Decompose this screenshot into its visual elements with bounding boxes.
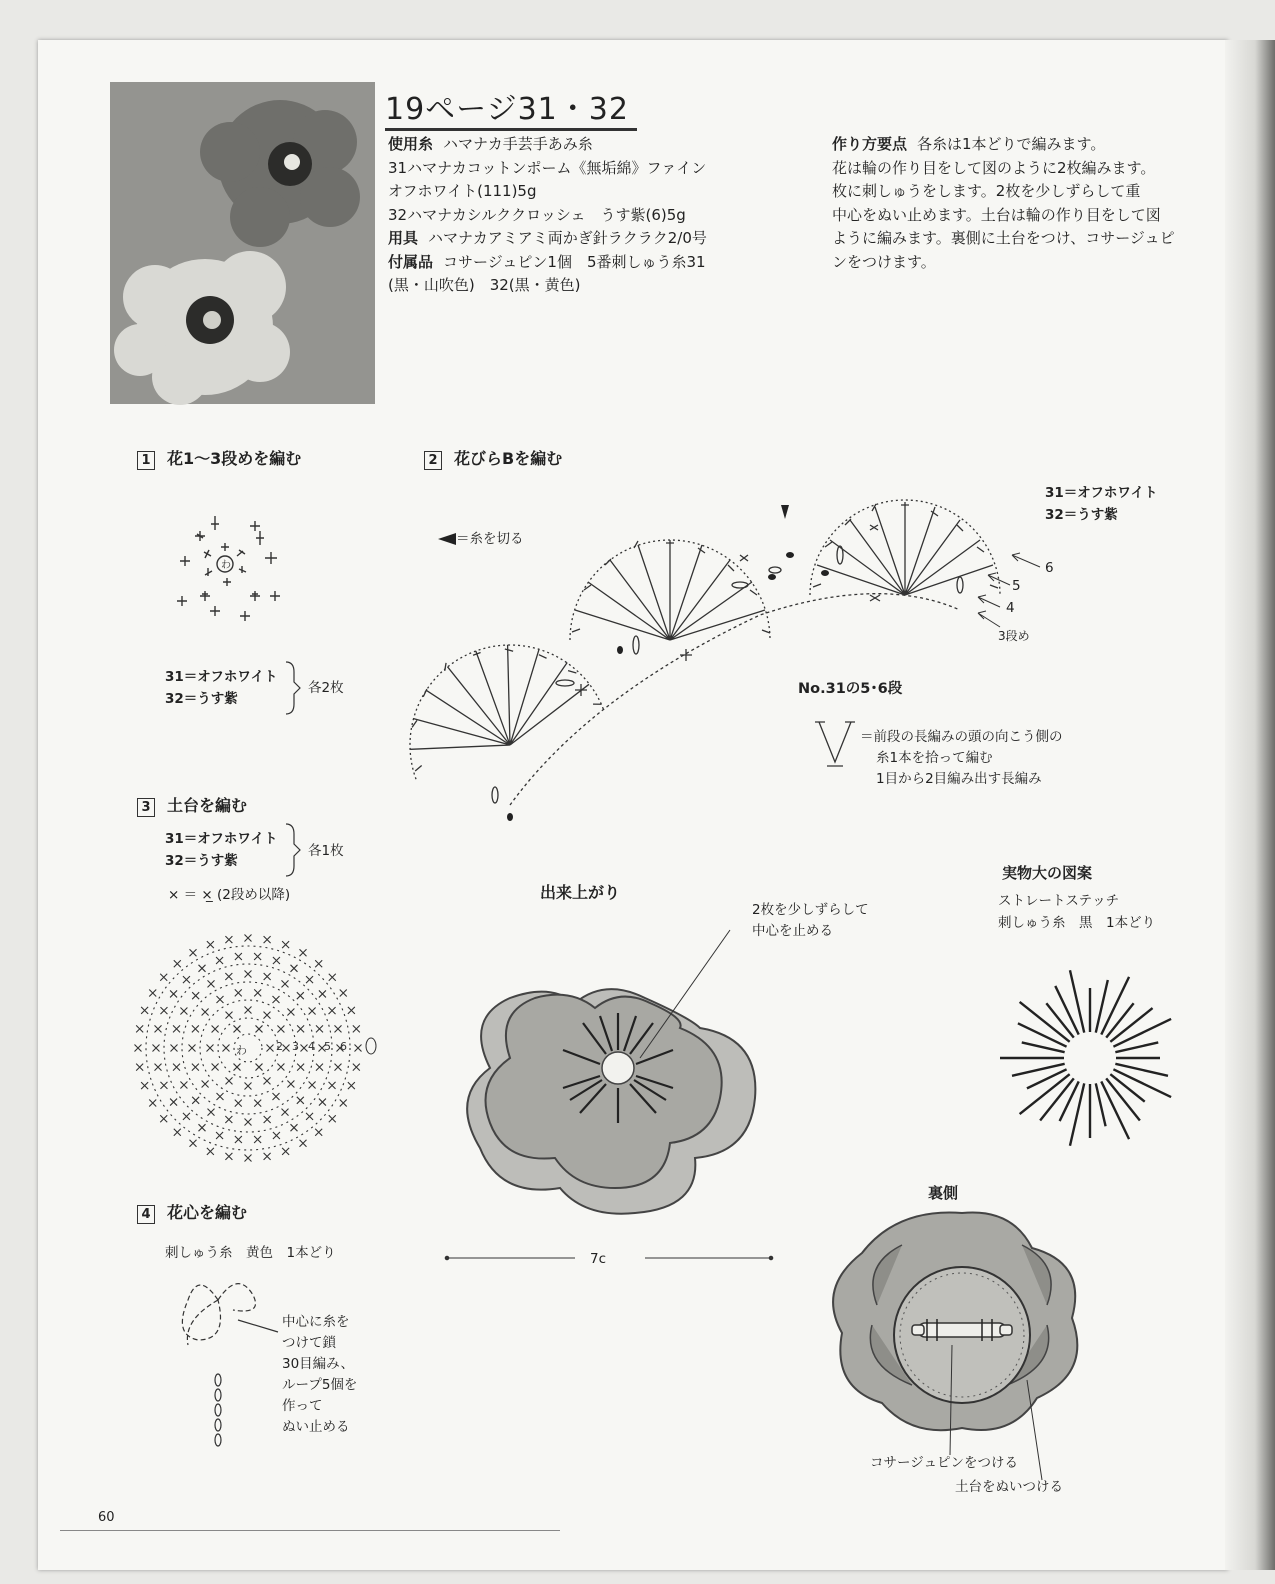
page-number: 60 [98,1510,115,1525]
materials-line1: 31ハマナカコットンポーム《無垢綿》ファイン [388,158,707,177]
step4-heading [137,1200,247,1224]
size-dimension [445,1248,775,1268]
color31: 31＝オフホワイト [165,669,278,685]
instructions-line1: 各糸は1本どりで編みます。 [917,135,1106,153]
center-note-3: 30目編み、 [282,1356,354,1372]
bracket-2 [284,822,304,880]
back-pin-note: コサージュピンをつける [870,1455,1018,1471]
finished-note-1: 2枚を少しずらして [752,902,869,918]
step1-heading [137,446,301,470]
ring-num-4: 4 [308,1040,315,1053]
row3-label: 3段め [998,629,1030,643]
center-thread: 刺しゅう糸 黄色 1本どり [165,1245,336,1261]
pattern-line1: ストレートステッチ [998,893,1120,909]
step3-count: 各1枚 [308,843,344,859]
instructions-line6: ンをつけます。 [832,252,936,271]
embroidery-pattern [995,958,1195,1158]
step2-color31: 31＝オフホワイト [1045,485,1158,501]
instructions-line4: 中心をぬい止めます。土台は輪の作り目をして図 [832,205,1161,224]
step1-count: 各2枚 [308,680,344,696]
instructions [832,133,1222,274]
center-note-1: 中心に糸を [282,1314,350,1330]
step1-colors [165,666,277,710]
back-sew-note: 土台をぬいつける [955,1479,1063,1495]
flower-center-chart [155,496,305,626]
v-stitch-note [860,727,1063,790]
step2-title: 花びらBを編む [454,449,563,468]
materials [388,133,707,298]
materials-line2: オフホワイト(111)5g [388,182,537,200]
no31-heading: No.31の5･6段 [798,681,903,697]
finished-note-2: 中心を止める [752,923,833,939]
step3-title: 土台を編む [167,796,248,815]
instructions-line2: 花は輪の作り目をして図のように2枚編みます。 [832,158,1156,177]
yarn-value: ハマナカ手芸手あみ糸 [443,135,593,153]
ring-num-3: 3 [292,1040,299,1053]
bracket [284,660,304,718]
step2-color32: 32＝うす紫 [1045,507,1118,523]
page-title: 19ページ31・32 [385,84,637,131]
cut-marker [781,505,789,519]
base-chart [128,928,378,1168]
center-note-6: ぬい止める [282,1419,350,1435]
step2-colors [1045,482,1157,526]
page-edge-shadow [1225,40,1275,1570]
finished-title: 出来上がり [540,883,621,902]
v-stitch-symbol [815,718,855,768]
instructions-line3: 枚に刺しゅうをします。2枚を少しずらして重 [832,182,1141,200]
instructions-line5: ように編みます。裏側に土台をつけ、コサージュピ [832,229,1175,247]
step1-title: 花1〜3段めを編む [167,449,302,468]
pattern-line2: 刺しゅう糸 黒 1本どり [998,915,1156,931]
flower-photo [110,82,375,404]
center-note-2: つけて鎖 [282,1335,336,1351]
back-side-illustration [832,1205,1092,1445]
base-center-label: わ [236,1044,247,1057]
step3-colors [165,828,277,872]
accessories-value: コサージュピン1個 5番刺しゅう糸31 [443,252,706,271]
step4-title: 花心を編む [167,1203,248,1222]
finished-flower-illustration [440,918,780,1218]
pattern-desc [998,890,1155,934]
ring-num-5: 5 [324,1040,331,1053]
step3-heading [137,793,247,817]
tools-label: 用具 [388,229,419,247]
tools-value: ハマナカアミアミ両かぎ針ラクラク2/0号 [428,229,707,247]
cut-yarn-text: ＝糸を切る [456,531,524,547]
color32: 32＝うす紫 [165,691,238,707]
step3-number: 3 [137,798,155,817]
step1-number: 1 [137,451,155,470]
center-note-4: ループ5個を [282,1377,358,1393]
instructions-label: 作り方要点 [832,135,908,153]
back-title: 裏側 [928,1184,959,1202]
row4-label: 4 [1006,600,1015,616]
center-note-5: 作って [282,1398,323,1414]
pattern-title: 実物大の図案 [1002,864,1093,882]
ring-num-2: 2 [276,1040,283,1053]
v-note-line3: 1目から2目編み出す長編み [876,771,1042,787]
yarn-label: 使用糸 [388,135,434,153]
step3-color31: 31＝オフホワイト [165,831,278,847]
row5-label: 5 [1012,578,1021,594]
accessories-line2: (黒・山吹色) 32(黒・黄色) [388,276,581,294]
x-stitch-note: × ＝ ×̲ (2段め以降) [168,887,291,903]
center-note [282,1312,357,1438]
center-chain-chart [168,1280,278,1460]
center-ring-label: わ [221,560,231,571]
step4-number: 4 [137,1205,155,1224]
v-note-line2: 糸1本を拾って編む [876,750,993,766]
v-note-line1: ＝前段の長編みの頭の向こう側の [860,729,1063,745]
step2-number: 2 [424,451,442,470]
size-label: 7c [590,1251,607,1267]
materials-line3: 32ハマナカシルククロッシェ うす紫(6)5g [388,205,686,224]
accessories-label: 付属品 [388,252,434,271]
row6-label: 6 [1045,560,1054,576]
footer-rule [60,1530,560,1531]
step3-color32: 32＝うす紫 [165,853,238,869]
ring-num-6: 6 [340,1040,347,1053]
